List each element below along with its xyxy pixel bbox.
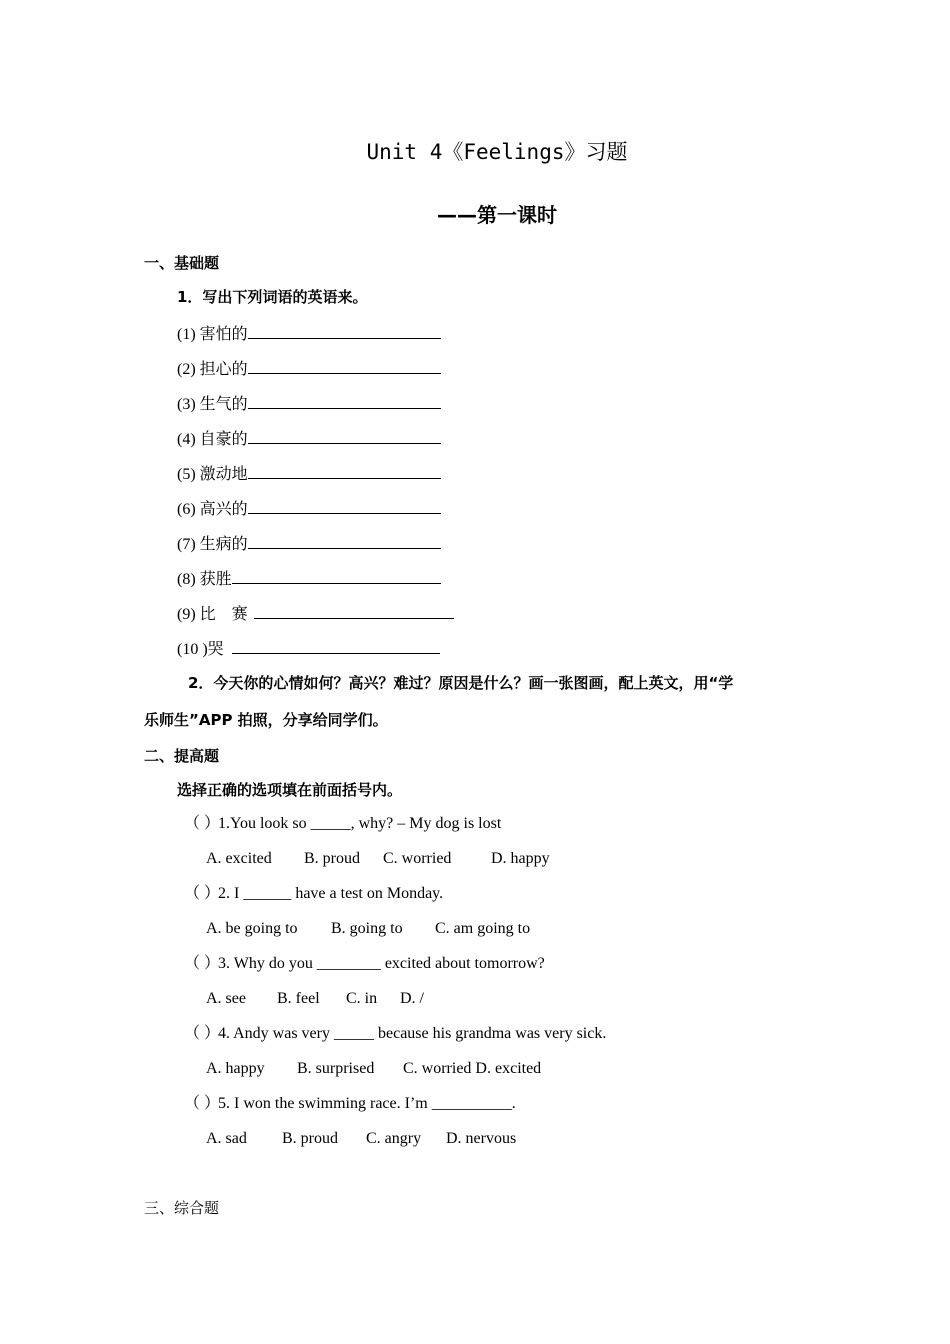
section3-heading: 三、综合题 (144, 1199, 220, 1217)
option: A. be going to (206, 920, 298, 937)
vocab-item (177, 392, 441, 415)
vocab-item (177, 357, 441, 380)
vocab-item (177, 497, 441, 520)
mc-question (184, 954, 545, 974)
vocab-item (177, 532, 441, 555)
mc-options (206, 919, 530, 939)
vocab-number: (5) (177, 466, 196, 483)
question-text: 4. Andy was very _____ because his grandma was very sick. (218, 1025, 607, 1042)
vocab-word: 自豪的 (199, 431, 248, 448)
option: C. angry (366, 1130, 422, 1147)
vocab-number: (10 ) (177, 641, 208, 658)
q2-text-line1: 2．今天你的心情如何？高兴？难过？原因是什么？画一张图画，配上英文，用“学 (188, 674, 734, 692)
question-text: 1.You look so _____, why? – My dog is lost (218, 815, 502, 832)
question-text: 3. Why do you ________ excited about tomorrow? (218, 955, 545, 972)
mc-question (184, 1024, 606, 1044)
section1-heading: 一、基础题 (144, 254, 220, 272)
answer-paren[interactable]: （ ） (184, 885, 221, 902)
answer-blank[interactable] (248, 392, 441, 409)
vocab-number: (4) (177, 431, 196, 448)
vocab-item (177, 462, 441, 485)
option: A. excited (206, 850, 272, 867)
option: B. proud (282, 1130, 338, 1147)
mc-options (206, 1059, 541, 1079)
question-text: 2. I ______ have a test on Monday. (218, 885, 444, 902)
option: A. see (206, 990, 246, 1007)
answer-blank[interactable] (248, 532, 441, 549)
vocab-word: 生气的 (199, 396, 248, 413)
answer-paren[interactable]: （ ） (184, 815, 221, 832)
mc-question (184, 1094, 516, 1114)
page-subtitle: ——第一课时 (437, 203, 557, 227)
answer-blank[interactable] (232, 637, 440, 654)
option: D. / (400, 990, 424, 1007)
vocab-number: (8) (177, 571, 196, 588)
option: B. surprised (297, 1060, 375, 1077)
page-title: Unit 4《Feelings》习题 (366, 140, 628, 164)
answer-blank[interactable] (248, 322, 441, 339)
option: A. happy (206, 1060, 265, 1077)
vocab-number: (7) (177, 536, 196, 553)
vocab-item (177, 322, 441, 345)
vocab-item (177, 637, 440, 660)
vocab-word: 生病的 (199, 536, 248, 553)
mc-options (206, 1129, 516, 1149)
answer-paren[interactable]: （ ） (184, 1095, 221, 1112)
option: B. proud (304, 850, 360, 867)
mc-options (206, 849, 550, 869)
option: C. worried D. excited (403, 1060, 542, 1077)
vocab-number: (1) (177, 326, 196, 343)
answer-paren[interactable]: （ ） (184, 955, 221, 972)
q2-text-line2: 乐师生”APP 拍照，分享给同学们。 (144, 711, 388, 729)
vocab-number: (9) (177, 606, 196, 623)
answer-blank[interactable] (254, 602, 454, 619)
answer-blank[interactable] (248, 497, 441, 514)
mc-question (184, 884, 443, 904)
option: C. in (346, 990, 378, 1007)
vocab-number: (6) (177, 501, 196, 518)
answer-blank[interactable] (248, 357, 441, 374)
vocab-item (177, 427, 441, 450)
vocab-word: 高兴的 (199, 501, 248, 518)
vocab-number: (2) (177, 361, 196, 378)
vocab-number: (3) (177, 396, 196, 413)
vocab-word: 哭 (207, 641, 224, 658)
option: B. going to (331, 920, 403, 937)
vocab-item (177, 602, 454, 625)
vocab-word: 比 赛 (199, 606, 254, 623)
vocab-word: 获胜 (199, 571, 232, 588)
option: B. feel (277, 990, 320, 1007)
mc-question (184, 814, 501, 834)
question-text: 5. I won the swimming race. I’m __________. (218, 1095, 516, 1112)
option: A. sad (206, 1130, 247, 1147)
vocab-word: 害怕的 (199, 326, 248, 343)
vocab-item (177, 567, 441, 590)
answer-blank[interactable] (248, 462, 441, 479)
q1-title: 1．写出下列词语的英语来。 (177, 288, 368, 306)
section2-heading: 二、提高题 (144, 747, 220, 765)
section2-instruction: 选择正确的选项填在前面括号内。 (177, 781, 403, 799)
answer-blank[interactable] (232, 567, 441, 584)
answer-blank[interactable] (248, 427, 441, 444)
vocab-word: 担心的 (199, 361, 248, 378)
option: D. happy (491, 850, 550, 867)
option: D. nervous (446, 1130, 517, 1147)
option: C. am going to (435, 920, 531, 937)
option: C. worried (383, 850, 452, 867)
vocab-word: 激动地 (199, 466, 248, 483)
answer-paren[interactable]: （ ） (184, 1025, 221, 1042)
mc-options (206, 989, 424, 1009)
